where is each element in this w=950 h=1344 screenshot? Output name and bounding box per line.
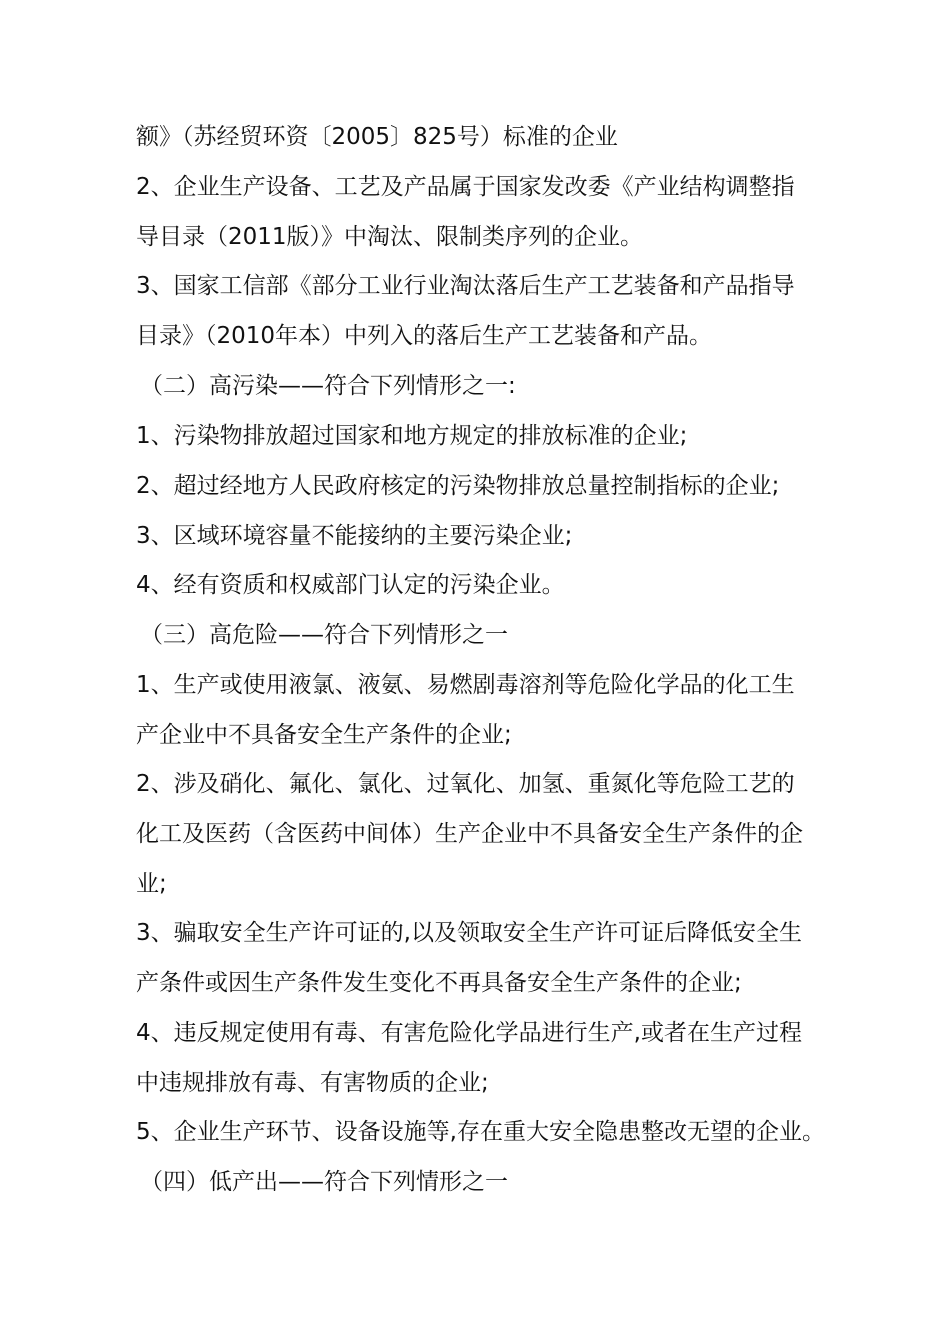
section-heading: （四）低产出——符合下列情形之一	[140, 1169, 508, 1195]
text-line: 5、企业生产环节、设备设施等,存在重大安全隐患整改无望的企业。	[136, 1119, 825, 1145]
text-line: 4、经有资质和权威部门认定的污染企业。	[136, 572, 565, 598]
text-line: 目录》（2010年本）中列入的落后生产工艺装备和产品。	[136, 323, 713, 349]
text-line: 化工及医药（含医药中间体）生产企业中不具备安全生产条件的企	[136, 821, 803, 847]
text-line: 3、国家工信部《部分工业行业淘汰落后生产工艺装备和产品指导	[136, 273, 795, 299]
section-heading: （三）高危险——符合下列情形之一	[140, 622, 508, 648]
text-line: 中违规排放有毒、有害物质的企业;	[136, 1070, 489, 1096]
text-line: 1、污染物排放超过国家和地方规定的排放标准的企业;	[136, 423, 688, 449]
text-line: 2、超过经地方人民政府核定的污染物排放总量控制指标的企业;	[136, 473, 780, 499]
text-line: 1、生产或使用液氯、液氨、易燃剧毒溶剂等危险化学品的化工生	[136, 672, 795, 698]
text-line: 3、骗取安全生产许可证的,以及领取安全生产许可证后降低安全生	[136, 920, 802, 946]
text-line: 产企业中不具备安全生产条件的企业;	[136, 722, 512, 748]
text-line: 业;	[136, 871, 167, 897]
text-line: 2、企业生产设备、工艺及产品属于国家发改委《产业结构调整指	[136, 174, 795, 200]
text-line: 额》（苏经贸环资〔2005〕825号）标准的企业	[136, 124, 618, 150]
text-line: 2、涉及硝化、氟化、氯化、过氧化、加氢、重氮化等危险工艺的	[136, 771, 795, 797]
text-line: 4、违反规定使用有毒、有害危险化学品进行生产,或者在生产过程	[136, 1020, 802, 1046]
text-line: 产条件或因生产条件发生变化不再具备安全生产条件的企业;	[136, 970, 742, 996]
section-heading: （二）高污染——符合下列情形之一:	[140, 373, 516, 399]
text-line: 3、区域环境容量不能接纳的主要污染企业;	[136, 523, 573, 549]
text-line: 导目录（2011版）》中淘汰、限制类序列的企业。	[136, 224, 644, 250]
